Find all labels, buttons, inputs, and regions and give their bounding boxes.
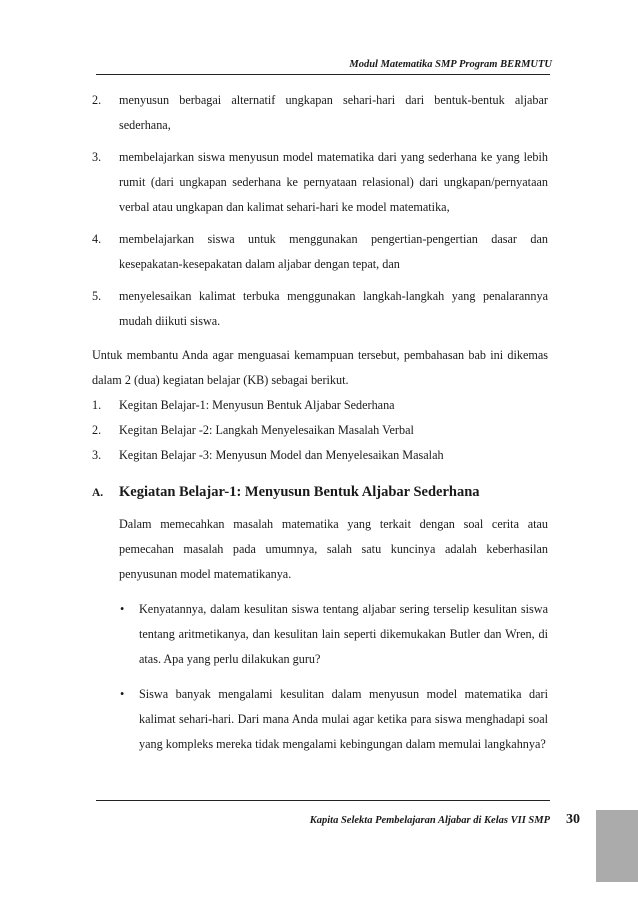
page-tab (596, 810, 638, 882)
section-heading (92, 479, 548, 505)
kb-number: 2. (92, 423, 102, 437)
kb-list-item (92, 393, 548, 418)
header-rule (96, 74, 550, 75)
page-number: 30 (566, 812, 580, 827)
list-number: 4. (92, 232, 102, 246)
kb-text: Kegitan Belajar-1: Menyusun Bentuk Aljabar Sederhana (119, 398, 395, 412)
kb-list-item (92, 418, 548, 443)
list-number: 3. (92, 150, 102, 164)
page-content (92, 88, 548, 757)
list-number: 5. (92, 289, 102, 303)
bullet-item (92, 597, 548, 672)
list-item (92, 227, 548, 277)
list-text: membelajarkan siswa untuk menggunakan pengertian-pengertian dasar dan kesepakatan-kesepakatan dalam aljabar dengan tepat, dan (119, 232, 548, 271)
list-text: menyelesaikan kalimat terbuka menggunakan langkah-langkah yang penalarannya mudah diikuti siswa. (119, 289, 548, 328)
bullet-icon: • (120, 602, 125, 616)
kb-number: 1. (92, 398, 102, 412)
list-number: 2. (92, 93, 102, 107)
footer-title: Kapita Selekta Pembelajaran Aljabar di Kelas VII SMP (309, 815, 550, 826)
intro-paragraph: Untuk membantu Anda agar menguasai kemampuan tersebut, pembahasan bab ini dikemas dalam 2 (dua) kegiatan belajar (KB) sebagai berikut. (92, 348, 548, 387)
kb-list-item (92, 443, 548, 468)
header-title: Modul Matematika SMP Program BERMUTU (349, 59, 552, 70)
list-item (92, 145, 548, 220)
list-text: menyusun berbagai alternatif ungkapan sehari-hari dari bentuk-bentuk aljabar sederhana, (119, 93, 548, 132)
section-title: Kegiatan Belajar-1: Menyusun Bentuk Aljabar Sederhana (119, 484, 480, 500)
list-text: membelajarkan siswa menyusun model matematika dari yang sederhana ke yang lebih rumit (dari ungkapan sederhana ke pernyataan relasional) dari ungkapan/pernyataan verbal atau ungkapan dan kalimat sehari-hari ke model matematika, (119, 150, 548, 214)
list-item (92, 88, 548, 138)
section-letter: A. (92, 487, 104, 499)
bullet-text: Siswa banyak mengalami kesulitan dalam menyusun model matematika dari kalimat sehari-hari. Dari mana Anda mulai agar ketika para siswa menghadapi soal yang kompleks mereka tidak mengalami kebingungan dalam memulai langkahnya? (139, 687, 548, 751)
kb-text: Kegitan Belajar -2: Langkah Menyelesaikan Masalah Verbal (119, 423, 414, 437)
kb-text: Kegitan Belajar -3: Menyusun Model dan Menyelesaikan Masalah (119, 448, 444, 462)
list-item (92, 284, 548, 334)
kb-list (92, 393, 548, 468)
bullet-text: Kenyatannya, dalam kesulitan siswa tentang aljabar sering terselip kesulitan siswa tentang aritmetikanya, dan kesulitan lain seperti dikemukakan Butler dan Wren, di atas. Apa yang perlu dilakukan guru? (139, 602, 548, 666)
bullet-item (92, 682, 548, 757)
bullet-icon: • (120, 687, 125, 701)
kb-number: 3. (92, 448, 102, 462)
section-body: Dalam memecahkan masalah matematika yang terkait dengan soal cerita atau pemecahan masalah pada umumnya, salah satu kuncinya adalah keberhasilan penyusunan model matematikanya. (119, 517, 548, 581)
footer-rule (96, 800, 550, 801)
